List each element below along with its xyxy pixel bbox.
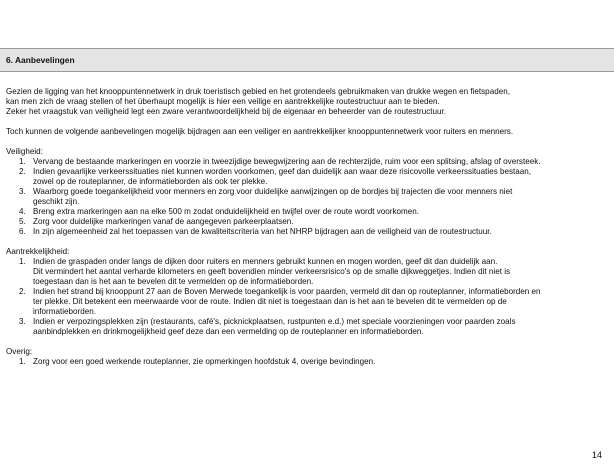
item-line: informatieborden. xyxy=(33,307,96,316)
group-veiligheid xyxy=(6,147,606,237)
section-title: 6. Aanbevelingen xyxy=(6,55,75,65)
group-heading: Veiligheid: xyxy=(6,147,43,156)
item-number: 2. xyxy=(19,167,26,176)
item-line: zowel op de routeplanner, de informatieborden als ook ter plekke. xyxy=(33,177,268,186)
list-item xyxy=(6,217,606,227)
item-number: 1. xyxy=(19,257,26,266)
item-number: 3. xyxy=(19,317,26,326)
item-number: 1. xyxy=(19,157,26,166)
item-line: Breng extra markeringen aan na elke 500 m zodat onduidelijkheid en twijfel over de route wordt voorkomen. xyxy=(33,207,420,216)
item-number: 3. xyxy=(19,187,26,196)
item-line: Indien er verpozingsplekken zijn (restaurants, café's, picknickplaatsen, rustpunten e.d.) met speciale voorzieningen voor paarden zoals xyxy=(33,317,516,326)
intro-paragraph xyxy=(6,87,606,117)
item-line: Indien de graspaden onder langs de dijken door ruiters en menners gebruikt kunnen en mogen worden, geef dit dan duidelijk aan. xyxy=(33,257,498,266)
item-number: 2. xyxy=(19,287,26,296)
item-line: geschikt zijn. xyxy=(33,197,80,206)
list-item xyxy=(6,157,606,167)
document-body xyxy=(6,87,606,367)
item-number: 5. xyxy=(19,217,26,226)
list-item xyxy=(6,317,606,337)
item-line: Zorg voor duidelijke markeringen vanaf de aangegeven parkeerplaatsen. xyxy=(33,217,294,226)
lead-paragraph: Toch kunnen de volgende aanbevelingen mogelijk bijdragen aan een veiliger en aantrekkelijker knooppuntennetwerk voor ruiters en menners. xyxy=(6,127,514,136)
intro-line: Gezien de ligging van het knooppuntennetwerk in druk toeristisch gebied en het grotendeels gebruikmaken van drukke wegen en fietspaden, xyxy=(6,87,510,96)
item-line: Vervang de bestaande markeringen en voorzie in tweezijdige bewegwijzering aan de rechterzijde, ruim voor een splitsing, afslag of oversteek. xyxy=(33,157,541,166)
item-line: aanbindplekken en drinkmogelijkheid geef deze dan een vermelding op de routeplanner en informatieborden. xyxy=(33,327,424,336)
item-number: 1. xyxy=(19,357,26,366)
intro-line: kan men zich de vraag stellen of het überhaupt mogelijk is hier een veilige en aantrekkelijke routestructuur aan te bieden. xyxy=(6,97,440,106)
item-line: Waarborg goede toegankelijkheid voor menners en zorg voor duidelijke aanwijzingen op de bordjes bij trajecten die voor menners niet xyxy=(33,187,513,196)
item-line: In zijn algemeenheid zal het toepassen van de kwaliteitscriteria van het NHRP bijdragen aan de veiligheid van de routestructuur. xyxy=(33,227,492,236)
item-line: Indien gevaarlijke verkeerssituaties niet kunnen worden voorkomen, geef dan duidelijk aan waar deze risicovolle verkeerssituaties bestaan, xyxy=(33,167,532,176)
list-item xyxy=(6,207,606,217)
list-item xyxy=(6,227,606,237)
recommendation-list xyxy=(6,257,606,337)
recommendation-list xyxy=(6,157,606,237)
list-item xyxy=(6,287,606,317)
list-item xyxy=(6,187,606,207)
item-line: ter plekke. Dit betekent een meerwaarde voor de route. Indien dit niet is toegestaan dan is het aan te bevelen dit te vermelden op de xyxy=(33,297,507,306)
group-heading: Overig: xyxy=(6,347,33,356)
list-item xyxy=(6,257,606,287)
section-header xyxy=(0,48,614,72)
item-line: Zorg voor een goed werkende routeplanner, zie opmerkingen hoofdstuk 4, overige bevindingen. xyxy=(33,357,376,366)
recommendation-list xyxy=(6,357,606,367)
group-heading: Aantrekkelijkheid: xyxy=(6,247,70,256)
page-number: 14 xyxy=(591,450,602,460)
item-line: Indien het strand bij knooppunt 27 aan de Boven Merwede toegankelijk is voor paarden, vermeld dit dan op routeplanner, informatieborden en xyxy=(33,287,541,296)
item-number: 6. xyxy=(19,227,26,236)
item-line: Dit vermindert het aantal verharde kilometers en geeft bovendien minder verkeersrisico's op de smalle dijkweggetjes. Indien dit niet is xyxy=(33,267,511,276)
group-aantrekkelijkheid xyxy=(6,247,606,337)
item-line: toegestaan dan is het aan te bevelen dit te vermelden op de informatieborden. xyxy=(33,277,314,286)
item-number: 4. xyxy=(19,207,26,216)
list-item xyxy=(6,167,606,187)
intro-line: Zeker het vraagstuk van veiligheid legt een zware verantwoordelijkheid bij de eigenaar en beheerder van de routestructuur. xyxy=(6,107,447,116)
group-overig xyxy=(6,347,606,367)
list-item xyxy=(6,357,606,367)
